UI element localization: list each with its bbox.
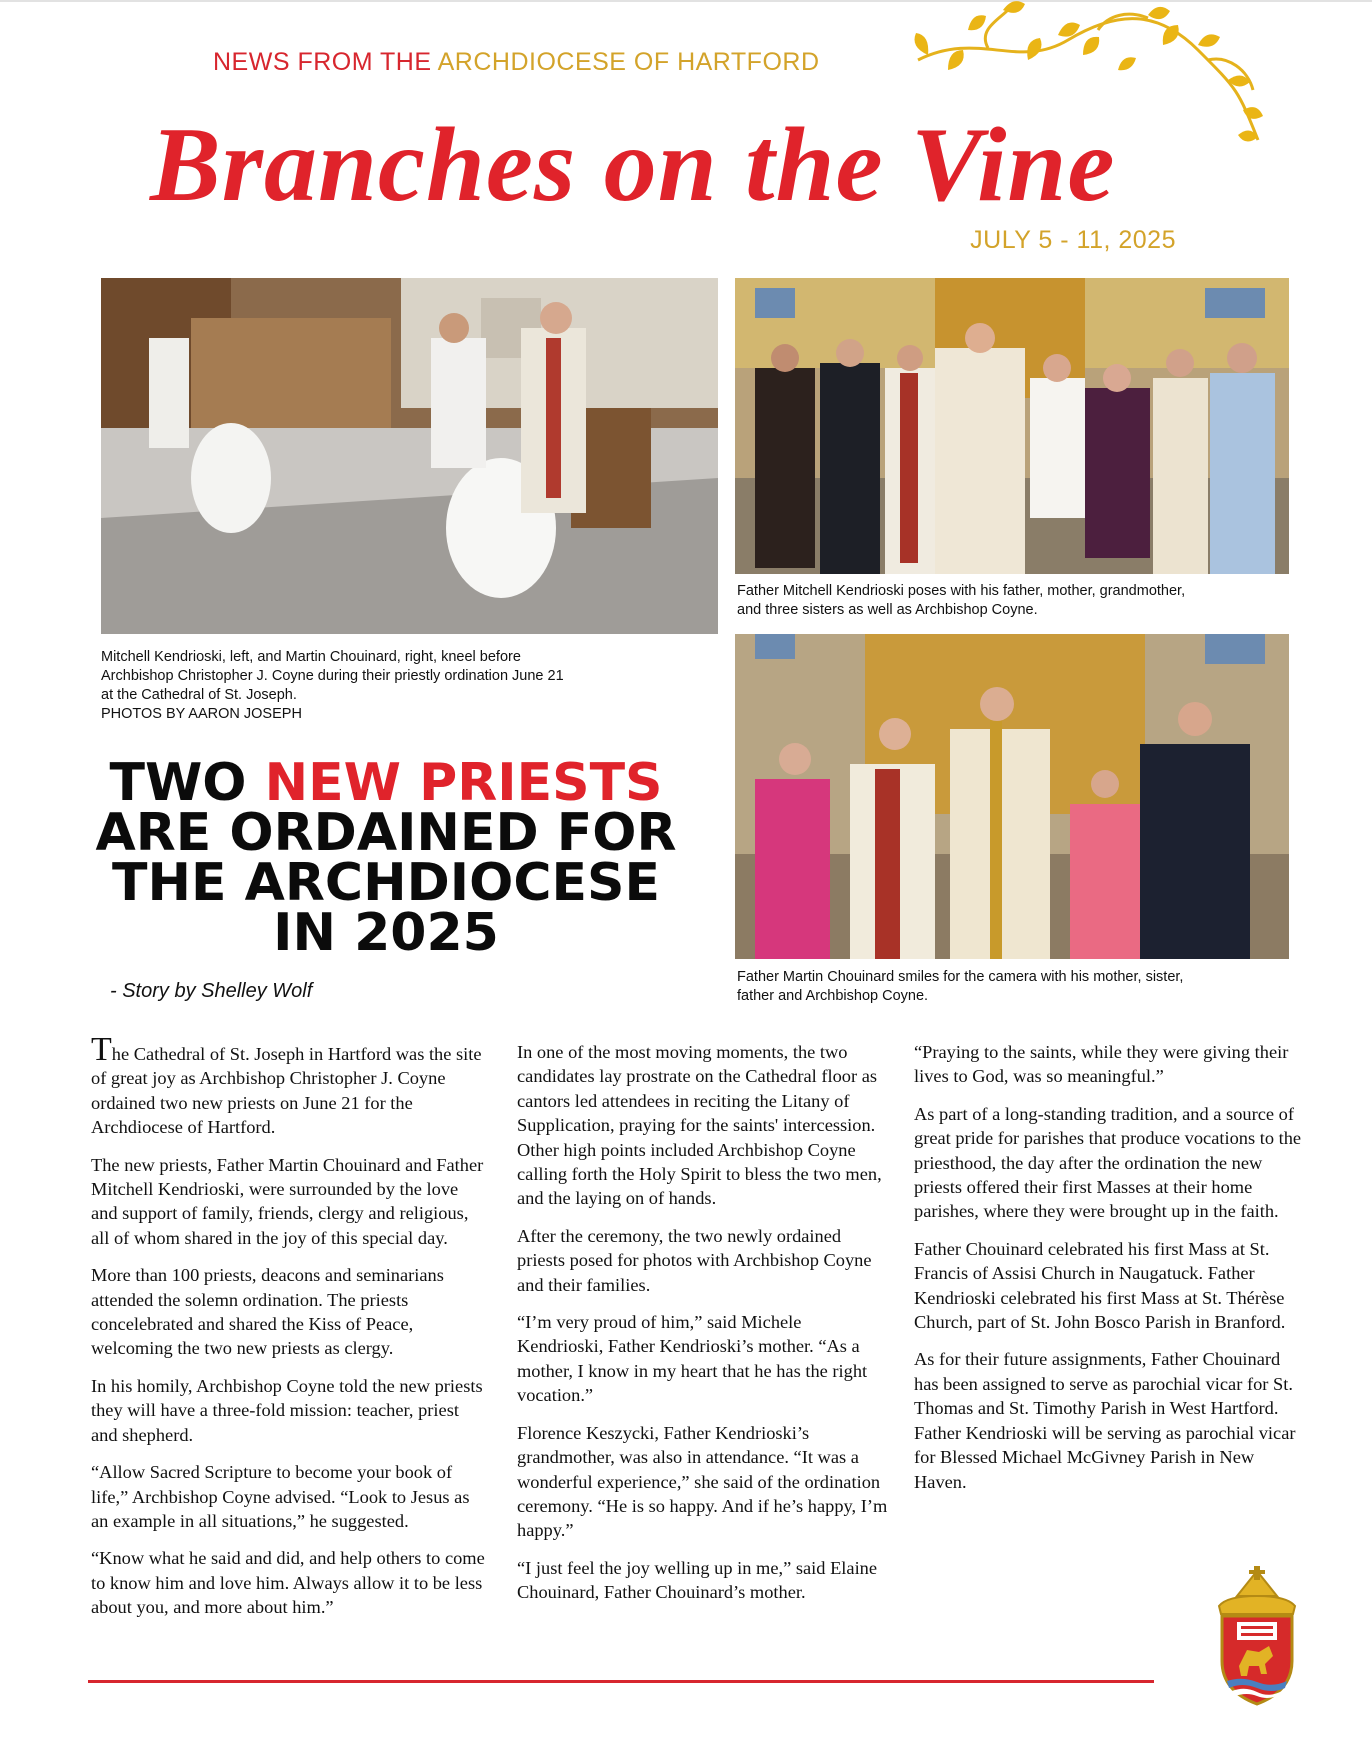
headline-line: ARE ORDAINED FOR <box>95 803 677 863</box>
caption-line: Mitchell Kendrioski, left, and Martin Chouinard, right, kneel before <box>101 649 521 665</box>
article-paragraph: In one of the most moving moments, the two candidates lay prostrate on the Cathedral floor as cantors led attendees in reciting the Litany of Supplication, praying for the saints' intercession. Other high points included Archbishop Coyne calling forth the Holy Spirit to bless the two men, and the laying on of hands. <box>517 1042 882 1209</box>
caption-line: father and Archbishop Coyne. <box>737 988 929 1004</box>
article-headline <box>80 753 692 963</box>
chouinard-family-photo <box>735 634 1289 959</box>
article-paragraph: In his homily, Archbishop Coyne told the new priests they will have a three-fold mission: teacher, priest and shepherd. <box>91 1375 483 1445</box>
article-paragraph: After the ceremony, the two newly ordained priests posed for photos with Archbishop Coyne and their families. <box>517 1225 872 1295</box>
issue-date: JULY 5 - 11, 2025 <box>970 226 1176 254</box>
ordination-photo <box>101 278 718 634</box>
ordination-caption <box>101 648 718 724</box>
archdiocese-crest-icon <box>1207 1566 1307 1706</box>
article-paragraph <box>91 1031 489 1140</box>
caption-line: and three sisters as well as Archbishop Coyne. <box>737 602 1038 618</box>
article-paragraph: “I just feel the joy welling up in me,” said Elaine Chouinard, Father Chouinard’s mother. <box>517 1557 878 1603</box>
caption-line: Archbishop Christopher J. Coyne during their priestly ordination June 21 <box>101 668 564 684</box>
article-paragraph: As part of a long-standing tradition, and a source of great pride for parishes that produce vocations to the priesthood, the day after the ordination the new priests offered their first Masses at their home parishes, where they were brought up in the faith. <box>914 1103 1302 1222</box>
kicker-red-text: NEWS FROM THE <box>213 48 438 76</box>
article-paragraph: “Praying to the saints, while they were giving their lives to God, was so meaningful.” <box>914 1042 1289 1087</box>
caption-line: at the Cathedral of St. Joseph. <box>101 687 297 703</box>
masthead-title: Branches on the Vine <box>150 106 1116 223</box>
paragraph-text: he Cathedral of St. Joseph in Hartford was the site of great joy as Archbishop Christopher J. Coyne ordained two new priests on June 21 for the Archdiocese of Hartford. <box>91 1044 482 1138</box>
article-paragraph: Florence Keszycki, Father Kendrioski’s grandmother, was also in attendance. “It was a wonderful experience,” she said of the ordination ceremony. “He is so happy. And if he’s happy, I’m happy.” <box>517 1422 888 1541</box>
caption-line: Father Mitchell Kendrioski poses with his father, mother, grandmother, <box>737 583 1186 599</box>
article-paragraph: “Allow Sacred Scripture to become your book of life,” Archbishop Coyne advised. “Look to Jesus as an example in all situations,” he suggested. <box>91 1462 470 1531</box>
article-paragraph: More than 100 priests, deacons and seminarians attended the solemn ordination. The priests concelebrated and shared the Kiss of Peace, welcoming the two new priests as clergy. <box>91 1265 444 1359</box>
caption-line: Father Martin Chouinard smiles for the camera with his mother, sister, <box>737 969 1184 985</box>
kendrioski-caption <box>737 582 1297 620</box>
article-column-3 <box>914 1040 1306 1507</box>
masthead-kicker <box>213 48 820 77</box>
kendrioski-family-photo <box>735 278 1289 574</box>
drop-cap: T <box>91 1031 112 1068</box>
headline-highlight: NEW PRIESTS <box>264 753 663 813</box>
footer-rule <box>88 1680 1154 1683</box>
photo-credit: PHOTOS BY AARON JOSEPH <box>101 706 302 722</box>
kicker-gold-text: ARCHDIOCESE OF HARTFORD <box>437 48 820 76</box>
headline-line: IN 2025 <box>273 903 499 963</box>
article-column-1 <box>91 1031 489 1633</box>
article-paragraph: “Know what he said and did, and help others to come to know him and love him. Always allow it to be less about you, and more about him.” <box>91 1548 485 1618</box>
chouinard-caption <box>737 968 1297 1006</box>
article-paragraph: The new priests, Father Martin Chouinard and Father Mitchell Kendrioski, were surrounded by the love and support of family, friends, clergy and religious, all of whom shared in the joy of this special day. <box>91 1154 484 1248</box>
byline: - Story by Shelley Wolf <box>110 980 313 1002</box>
headline-line: THE ARCHDIOCESE <box>112 853 660 913</box>
article-paragraph: “I’m very proud of him,” said Michele Kendrioski, Father Kendrioski’s mother. “As a mother, I know in my heart that he has the right vocation.” <box>517 1312 868 1406</box>
article-paragraph: Father Chouinard celebrated his first Mass at St. Francis of Assisi Church in Naugatuck. Father Kendrioski celebrated his first Mass at St. Thérèse Church, part of St. John Bosco Parish in Branford. <box>914 1238 1286 1333</box>
article-column-2 <box>517 1040 889 1618</box>
headline-part1: TWO <box>109 753 265 813</box>
article-paragraph: As for their future assignments, Father Chouinard has been assigned to serve as parochial vicar for St. Thomas and St. Timothy Parish in West Hartford. Father Kendrioski will be serving as parochial vicar for Blessed Michael McGivney Parish in New Haven. <box>914 1349 1296 1492</box>
